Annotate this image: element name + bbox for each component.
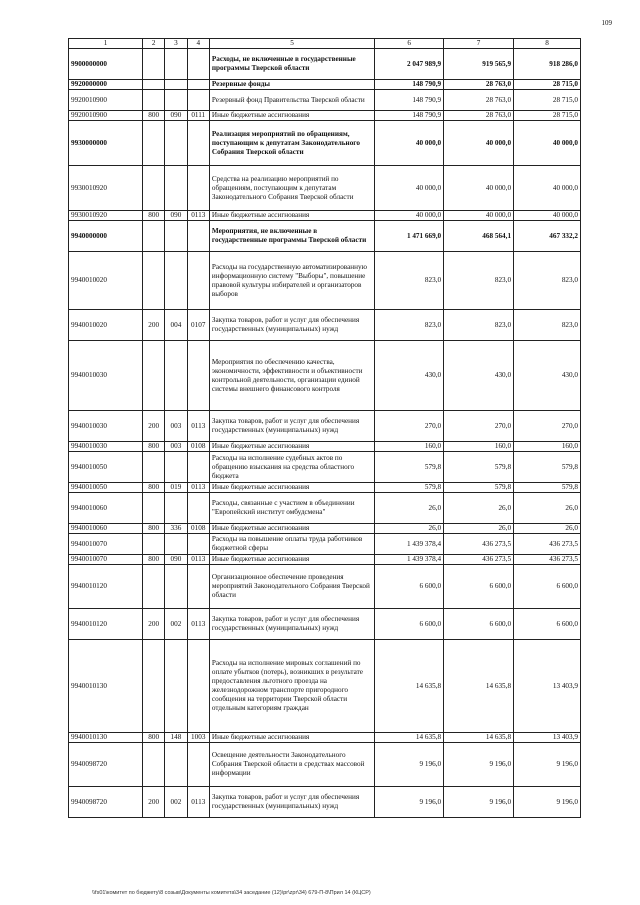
table-row (69, 211, 581, 221)
table-row (69, 221, 581, 252)
row-col4 (187, 493, 209, 524)
column-header: 3 (165, 39, 187, 49)
row-col3 (165, 743, 187, 787)
row-col2: 800 (143, 524, 165, 534)
row-value-8: 918 286,0 (514, 49, 581, 80)
row-value-8: 9 196,0 (514, 743, 581, 787)
footer-file-path: \\fs01\комитет по бюджету\8 созыв\Документы комитета\34 заседание (12)\pr\zpr\34) 679-П-8\Прил 14 (КЦСР) (92, 890, 371, 896)
row-col4 (187, 80, 209, 90)
row-value-6: 26,0 (375, 524, 444, 534)
table-row (69, 411, 581, 442)
row-value-6: 6 600,0 (375, 565, 444, 609)
row-name: Мероприятия, не включенные в государственные программы Тверской области (209, 221, 374, 252)
row-value-8: 430,0 (514, 341, 581, 411)
table-row (69, 609, 581, 640)
table-row (69, 252, 581, 310)
row-name: Иные бюджетные ассигнования (209, 733, 374, 743)
row-code: 9940098720 (69, 787, 143, 818)
row-col4 (187, 743, 209, 787)
column-header: 7 (444, 39, 514, 49)
row-col2: 800 (143, 442, 165, 452)
table-row (69, 111, 581, 121)
row-col3 (165, 121, 187, 166)
row-value-8: 436 273,5 (514, 534, 581, 555)
row-col3 (165, 166, 187, 211)
row-col4: 1003 (187, 733, 209, 743)
row-code: 9940010070 (69, 534, 143, 555)
row-col3 (165, 49, 187, 80)
row-col3: 090 (165, 211, 187, 221)
row-value-8: 28 715,0 (514, 111, 581, 121)
row-col3: 003 (165, 411, 187, 442)
row-value-8: 40 000,0 (514, 211, 581, 221)
row-code: 9940010050 (69, 483, 143, 493)
row-col4 (187, 534, 209, 555)
row-value-8: 28 715,0 (514, 80, 581, 90)
row-code: 9900000000 (69, 49, 143, 80)
row-code: 9940000000 (69, 221, 143, 252)
column-header: 8 (514, 39, 581, 49)
row-value-7: 270,0 (444, 411, 514, 442)
row-value-6: 148 790,9 (375, 80, 444, 90)
row-value-6: 9 196,0 (375, 787, 444, 818)
row-value-8: 467 332,2 (514, 221, 581, 252)
row-col4 (187, 90, 209, 111)
row-col2 (143, 252, 165, 310)
row-col4: 0108 (187, 442, 209, 452)
row-name: Иные бюджетные ассигнования (209, 442, 374, 452)
row-col2: 800 (143, 211, 165, 221)
row-col4: 0113 (187, 483, 209, 493)
row-value-6: 2 047 989,9 (375, 49, 444, 80)
table-row (69, 310, 581, 341)
row-col2: 800 (143, 733, 165, 743)
row-code: 9940010030 (69, 411, 143, 442)
row-value-8: 579,8 (514, 483, 581, 493)
row-value-6: 579,8 (375, 483, 444, 493)
row-code: 9940010120 (69, 565, 143, 609)
row-col2: 800 (143, 111, 165, 121)
row-col4 (187, 341, 209, 411)
budget-table (68, 38, 581, 818)
row-col3 (165, 341, 187, 411)
row-value-7: 919 565,9 (444, 49, 514, 80)
table-row (69, 166, 581, 211)
row-col4 (187, 166, 209, 211)
row-col3: 002 (165, 787, 187, 818)
row-col2: 200 (143, 609, 165, 640)
row-code: 9920000000 (69, 80, 143, 90)
row-name: Расходы, связанные с участием в объединении "Европейский институт омбудсмена" (209, 493, 374, 524)
row-col4 (187, 221, 209, 252)
row-value-7: 436 273,5 (444, 555, 514, 565)
row-code: 9940010030 (69, 442, 143, 452)
row-value-6: 270,0 (375, 411, 444, 442)
row-col4: 0107 (187, 310, 209, 341)
row-name: Мероприятия по обеспечению качества, экономичности, эффективности и объективности контрольной деятельности, организации единой системы внешнего финансового контроля (209, 341, 374, 411)
column-header: 4 (187, 39, 209, 49)
row-col2 (143, 534, 165, 555)
row-col2 (143, 221, 165, 252)
row-col4 (187, 640, 209, 733)
row-value-8: 26,0 (514, 524, 581, 534)
row-value-7: 468 564,1 (444, 221, 514, 252)
row-col3 (165, 493, 187, 524)
row-col3 (165, 80, 187, 90)
row-value-7: 26,0 (444, 524, 514, 534)
row-col3: 019 (165, 483, 187, 493)
row-value-7: 579,8 (444, 483, 514, 493)
table-row (69, 534, 581, 555)
row-value-8: 28 715,0 (514, 90, 581, 111)
row-value-7: 28 763,0 (444, 111, 514, 121)
row-col2 (143, 452, 165, 483)
row-col2: 800 (143, 483, 165, 493)
row-code: 9940010130 (69, 733, 143, 743)
row-name: Закупка товаров, работ и услуг для обеспечения государственных (муниципальных) нужд (209, 310, 374, 341)
row-col4: 0108 (187, 524, 209, 534)
table-row (69, 743, 581, 787)
row-value-6: 148 790,9 (375, 90, 444, 111)
row-value-7: 6 600,0 (444, 609, 514, 640)
table-row (69, 49, 581, 80)
row-name: Организационное обеспечение проведения мероприятий Законодательного Собрания Тверской области (209, 565, 374, 609)
row-col2 (143, 743, 165, 787)
table-row (69, 787, 581, 818)
row-code: 9920010900 (69, 90, 143, 111)
row-col3: 002 (165, 609, 187, 640)
row-code: 9940010020 (69, 252, 143, 310)
row-code: 9940098720 (69, 743, 143, 787)
page-number: 109 (601, 19, 612, 27)
row-value-7: 28 763,0 (444, 80, 514, 90)
row-col4: 0113 (187, 609, 209, 640)
row-col2 (143, 341, 165, 411)
row-value-6: 823,0 (375, 252, 444, 310)
row-value-7: 40 000,0 (444, 211, 514, 221)
row-value-8: 579,8 (514, 452, 581, 483)
row-name: Резервные фонды (209, 80, 374, 90)
row-col3: 004 (165, 310, 187, 341)
row-code: 9940010030 (69, 341, 143, 411)
row-value-7: 9 196,0 (444, 787, 514, 818)
row-value-7: 28 763,0 (444, 90, 514, 111)
row-col2: 200 (143, 787, 165, 818)
table-row (69, 555, 581, 565)
row-value-8: 823,0 (514, 310, 581, 341)
row-value-6: 9 196,0 (375, 743, 444, 787)
row-value-7: 823,0 (444, 252, 514, 310)
row-value-8: 26,0 (514, 493, 581, 524)
table-row (69, 452, 581, 483)
row-value-8: 40 000,0 (514, 166, 581, 211)
row-col4: 0113 (187, 555, 209, 565)
row-col4: 0111 (187, 111, 209, 121)
row-code: 9930010920 (69, 166, 143, 211)
row-code: 9940010060 (69, 493, 143, 524)
row-value-8: 436 273,5 (514, 555, 581, 565)
row-name: Освещение деятельности Законодательного Собрания Тверской области в средствах массовой информации (209, 743, 374, 787)
row-value-6: 160,0 (375, 442, 444, 452)
table-row (69, 733, 581, 743)
row-value-7: 436 273,5 (444, 534, 514, 555)
row-name: Закупка товаров, работ и услуг для обеспечения государственных (муниципальных) нужд (209, 411, 374, 442)
row-col2: 200 (143, 310, 165, 341)
row-code: 9920010900 (69, 111, 143, 121)
row-col3 (165, 221, 187, 252)
row-value-8: 6 600,0 (514, 565, 581, 609)
row-value-8: 6 600,0 (514, 609, 581, 640)
row-value-7: 9 196,0 (444, 743, 514, 787)
row-col2 (143, 90, 165, 111)
row-name: Иные бюджетные ассигнования (209, 524, 374, 534)
row-col2 (143, 80, 165, 90)
row-col2 (143, 493, 165, 524)
row-value-6: 14 635,8 (375, 733, 444, 743)
row-col3 (165, 640, 187, 733)
table-row (69, 565, 581, 609)
row-code: 9930010920 (69, 211, 143, 221)
row-value-8: 823,0 (514, 252, 581, 310)
row-name: Реализация мероприятий по обращениям, поступающим к депутатам Законодательного Собрания Тверской области (209, 121, 374, 166)
row-code: 9940010060 (69, 524, 143, 534)
row-name: Закупка товаров, работ и услуг для обеспечения государственных (муниципальных) нужд (209, 609, 374, 640)
row-col4 (187, 121, 209, 166)
row-col3 (165, 90, 187, 111)
row-code: 9930000000 (69, 121, 143, 166)
row-code: 9940010130 (69, 640, 143, 733)
row-col3: 003 (165, 442, 187, 452)
row-col3: 148 (165, 733, 187, 743)
row-value-6: 6 600,0 (375, 609, 444, 640)
row-col4: 0113 (187, 211, 209, 221)
table-row (69, 483, 581, 493)
table-row (69, 90, 581, 111)
row-col4: 0113 (187, 411, 209, 442)
row-name: Расходы на исполнение судебных актов по обращению взыскания на средства областного бюджета (209, 452, 374, 483)
row-value-6: 1 439 378,4 (375, 534, 444, 555)
row-value-6: 40 000,0 (375, 211, 444, 221)
table-row (69, 524, 581, 534)
row-value-6: 26,0 (375, 493, 444, 524)
column-header: 2 (143, 39, 165, 49)
row-name: Иные бюджетные ассигнования (209, 111, 374, 121)
row-name: Иные бюджетные ассигнования (209, 211, 374, 221)
row-value-8: 13 403,9 (514, 640, 581, 733)
table-row (69, 80, 581, 90)
row-value-6: 823,0 (375, 310, 444, 341)
row-code: 9940010070 (69, 555, 143, 565)
row-value-8: 40 000,0 (514, 121, 581, 166)
row-value-7: 26,0 (444, 493, 514, 524)
row-value-8: 160,0 (514, 442, 581, 452)
row-col2: 200 (143, 411, 165, 442)
row-col3: 090 (165, 111, 187, 121)
row-value-6: 1 471 669,0 (375, 221, 444, 252)
row-code: 9940010050 (69, 452, 143, 483)
row-value-6: 14 635,8 (375, 640, 444, 733)
row-col3: 090 (165, 555, 187, 565)
row-name: Средства на реализацию мероприятий по обращениям, поступающим к депутатам Законодательного Собрания Тверской области (209, 166, 374, 211)
row-value-6: 430,0 (375, 341, 444, 411)
row-code: 9940010020 (69, 310, 143, 341)
row-value-7: 14 635,8 (444, 640, 514, 733)
row-name: Закупка товаров, работ и услуг для обеспечения государственных (муниципальных) нужд (209, 787, 374, 818)
row-value-6: 1 439 378,4 (375, 555, 444, 565)
column-header: 5 (209, 39, 374, 49)
column-header: 1 (69, 39, 143, 49)
row-name: Расходы на повышение оплаты труда работников бюджетной сферы (209, 534, 374, 555)
table-row (69, 640, 581, 733)
table-header-row (69, 39, 581, 49)
row-col2 (143, 565, 165, 609)
row-value-7: 579,8 (444, 452, 514, 483)
row-col2 (143, 166, 165, 211)
row-col4 (187, 452, 209, 483)
row-code: 9940010120 (69, 609, 143, 640)
table-body (69, 49, 581, 818)
row-name: Расходы на исполнение мировых соглашений по оплате убытков (потерь), возникших в результате предоставления льготного проезда на железнодорожном транспорте пригородного сообщения на территории Тверской области отдельным категориям граждан (209, 640, 374, 733)
row-col2 (143, 49, 165, 80)
row-value-7: 160,0 (444, 442, 514, 452)
row-name: Расходы на государственную автоматизированную информационную систему "Выборы", повышение правовой культуры избирателей и организаторов выборов (209, 252, 374, 310)
column-header: 6 (375, 39, 444, 49)
table-row (69, 341, 581, 411)
row-value-6: 148 790,9 (375, 111, 444, 121)
row-col2: 800 (143, 555, 165, 565)
row-col3 (165, 252, 187, 310)
row-col4 (187, 252, 209, 310)
row-value-8: 13 403,9 (514, 733, 581, 743)
row-value-6: 40 000,0 (375, 121, 444, 166)
row-col2 (143, 640, 165, 733)
row-col4 (187, 49, 209, 80)
row-value-8: 270,0 (514, 411, 581, 442)
row-value-7: 430,0 (444, 341, 514, 411)
table-row (69, 442, 581, 452)
row-value-7: 6 600,0 (444, 565, 514, 609)
row-name: Иные бюджетные ассигнования (209, 555, 374, 565)
row-name: Иные бюджетные ассигнования (209, 483, 374, 493)
row-col3 (165, 452, 187, 483)
row-name: Резервный фонд Правительства Тверской области (209, 90, 374, 111)
row-value-6: 40 000,0 (375, 166, 444, 211)
table-row (69, 493, 581, 524)
row-col4: 0113 (187, 787, 209, 818)
row-value-6: 579,8 (375, 452, 444, 483)
row-col2 (143, 121, 165, 166)
row-value-8: 9 196,0 (514, 787, 581, 818)
table-row (69, 121, 581, 166)
row-col3: 336 (165, 524, 187, 534)
row-col3 (165, 534, 187, 555)
row-value-7: 823,0 (444, 310, 514, 341)
row-value-7: 14 635,8 (444, 733, 514, 743)
row-col3 (165, 565, 187, 609)
row-name: Расходы, не включенные в государственные программы Тверской области (209, 49, 374, 80)
row-value-7: 40 000,0 (444, 121, 514, 166)
row-col4 (187, 565, 209, 609)
row-value-7: 40 000,0 (444, 166, 514, 211)
